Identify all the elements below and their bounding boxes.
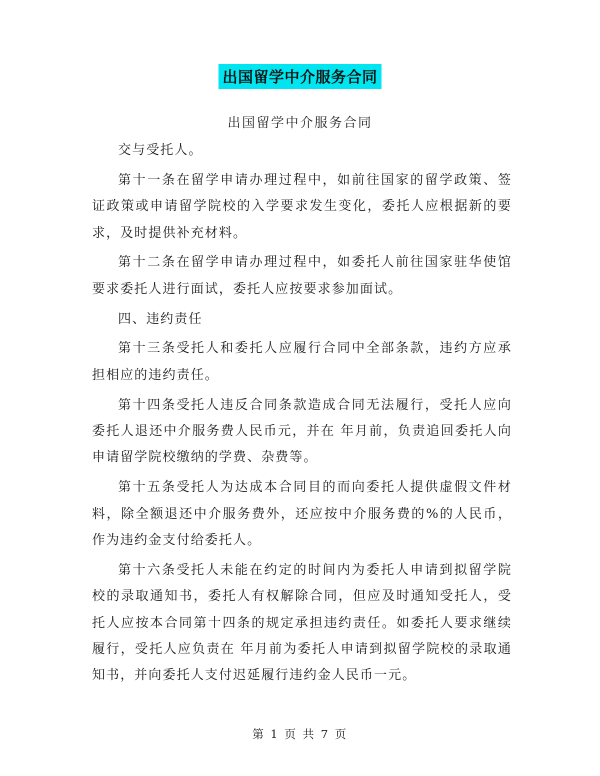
paragraph: 第十一条在留学申请办理过程中，如前往国家的留学政策、签证政策或申请留学院校的入学要求发生变化，委托人应根据新的要求，及时提供补充材料。 <box>92 172 512 241</box>
paragraph: 第十六条受托人未能在约定的时间内为委托人申请到拟留学院校的录取通知书，委托人有权解除合同，但应及时通知受托人，受托人应按本合同第十四条的规定承担违约责任。如委托人要求继续履行，受托人应负责在 年月前为委托人申请到拟留学院校的录取通知书，并向委托人支付迟延履行违约金人民币一元。 <box>92 562 512 684</box>
paragraph: 交与受托人。 <box>118 143 203 158</box>
paragraph: 第十五条受托人为达成本合同目的而向委托人提供虚假文件材料，除全额退还中介服务费外，还应按中介服务费的%的人民币，作为违约金支付给委托人。 <box>92 480 512 549</box>
page-footer: 第 1 页 共 7 页 <box>252 727 348 741</box>
paragraph: 第十三条受托人和委托人应履行合同中全部条款，违约方应承担相应的违约责任。 <box>92 341 512 383</box>
document-subtitle: 出国留学中介服务合同 <box>227 116 373 131</box>
paragraph: 第十四条受托人违反合同条款造成合同无法履行，受托人应向委托人退还中介服务费人民币元，并在 年月前，负责追回委托人向申请留学院校缴纳的学费、杂费等。 <box>92 397 512 466</box>
document-title: 出国留学中介服务合同 <box>218 64 381 89</box>
paragraph: 第十二条在留学申请办理过程中，如委托人前往国家驻华使馆要求委托人进行面试，委托人应按要求参加面试。 <box>92 255 512 297</box>
document-body <box>92 138 512 693</box>
section-heading: 四、违约责任 <box>118 311 203 327</box>
